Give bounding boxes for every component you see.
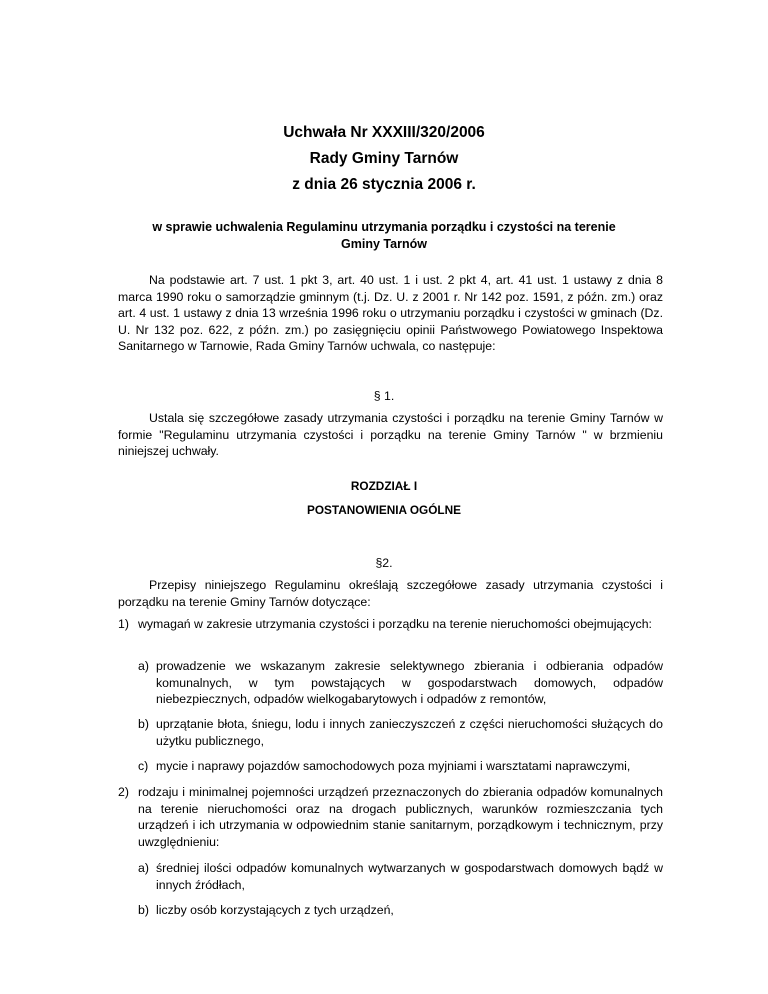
list-item-label: 1) [118, 617, 129, 631]
list-subitem-text: prowadzenie we wskazanym zakresie selektywnego zbierania i odbierania odpadów komunalnych, w tym powstających w gospodarstwach domowych, odpadów niebezpiecznych, odpadów wielkogabarytowych i odpadów z remontów, [156, 659, 663, 707]
subject-line-2: Gminy Tarnów [341, 237, 427, 251]
list-subitem-label: a) [138, 659, 149, 673]
list-item [118, 784, 663, 850]
section-2-intro: Przepisy niniejszego Regulaminu określają szczegółowe zasady utrzymania czystości i porządku na terenie Gminy Tarnów dotyczące: [118, 578, 663, 609]
list-subitem [138, 658, 663, 708]
list-subitem-label: b) [138, 903, 149, 917]
list-item-label: 2) [118, 785, 129, 799]
list-subitem [138, 902, 663, 919]
section-1-heading: § 1. [373, 389, 395, 403]
list-subitem-text: mycie i naprawy pojazdów samochodowych poza myjniami i warsztatami naprawczymi, [156, 759, 631, 773]
list-item-text: wymagań w zakresie utrzymania czystości i porządku na terenie nieruchomości obejmujących: [138, 617, 652, 631]
preamble: Na podstawie art. 7 ust. 1 pkt 3, art. 40 ust. 1 i ust. 2 pkt 4, art. 41 ust. 1 ustawy z dnia 8 marca 1990 roku o samorządzie gminnym (t.j. Dz. U. z 2001 r. Nr 142 poz. 1591, z późn. zm.) oraz art. 4 ust. 1 ustawy z dnia 13 września 1996 roku o utrzymaniu porządku i czystości w gminach (Dz. U. Nr 132 poz. 622, z późn. zm.) po zasięgnięciu opinii Państwowego Powiatowego Inspektowa Sanitarnego w Tarnowie, Rada Gminy Tarnów uchwala, co następuje: [118, 273, 663, 354]
list-subitem-text: liczby osób korzystających z tych urządzeń, [156, 903, 394, 917]
chapter-title: POSTANOWIENIA OGÓLNE [306, 503, 462, 517]
section-2-heading: §2. [375, 556, 393, 570]
list-subitem-text: uprzątanie błota, śniegu, lodu i innych zanieczyszczeń z części nieruchomości służących do użytku publicznego, [156, 717, 663, 748]
list-subitem [138, 860, 663, 893]
section-1-text: Ustala się szczegółowe zasady utrzymania czystości i porządku na terenie Gminy Tarnów w formie "Regulaminu utrzymania czystości i porządku na terenie Gminy Tarnów " w brzmieniu niniejszej uchwały. [118, 411, 663, 459]
council-name: Rady Gminy Tarnów [309, 150, 459, 167]
list-subitem-label: a) [138, 861, 149, 875]
list-subitem [138, 716, 663, 749]
resolution-number: Uchwała Nr XXXIII/320/2006 [283, 124, 485, 141]
list-subitem [138, 758, 663, 775]
list-item [118, 616, 663, 633]
list-item-text: rodzaju i minimalnej pojemności urządzeń przeznaczonych do zbierania odpadów komunalnych na terenie nieruchomości oraz na drogach publicznych, warunków rozmieszczania tych urządzeń i ich utrzymania w odpowiednim stanie sanitarnym, porządkowym i technicznym, przy uwzględnieniu: [138, 785, 663, 849]
list-subitem-text: średniej ilości odpadów komunalnych wytwarzanych w gospodarstwach domowych bądź w innych źródłach, [156, 861, 663, 892]
subject-line-1: w sprawie uchwalenia Regulaminu utrzymania porządku i czystości na terenie [152, 220, 616, 234]
resolution-date: z dnia 26 stycznia 2006 r. [292, 176, 476, 193]
list-subitem-label: c) [138, 759, 149, 773]
chapter-label: ROZDZIAŁ I [350, 479, 418, 493]
list-subitem-label: b) [138, 717, 149, 731]
